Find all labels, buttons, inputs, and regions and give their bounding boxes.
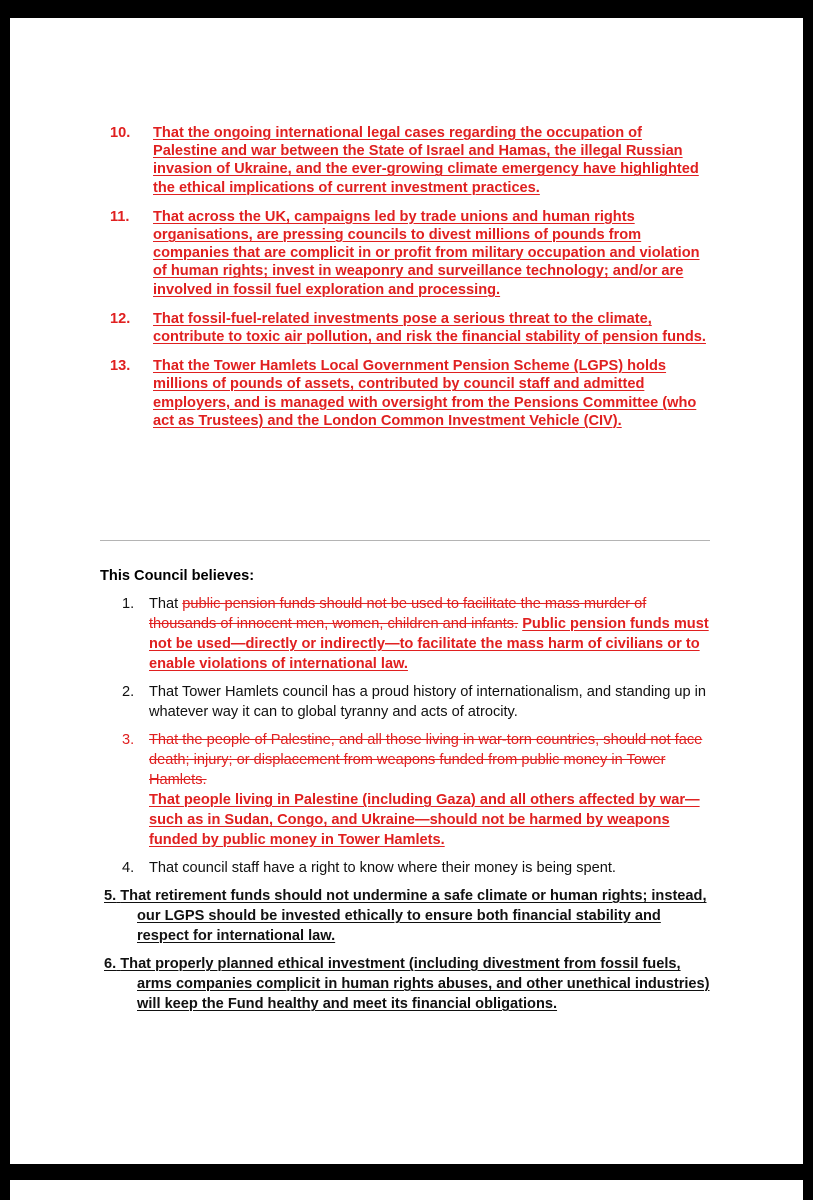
- clause-number: 13.: [110, 358, 131, 375]
- clause-13: [110, 357, 710, 430]
- clause-text: That fossil-fuel-related investments pose a serious threat to the climate, contribute to toxic air pollution, and risk the financial stability of pension funds.: [153, 310, 706, 346]
- deleted-text: public pension funds should not be used to facilitate the mass murder of thousands of innocent men, women, children and infants.: [149, 596, 647, 632]
- next-page-edge: [10, 1180, 803, 1200]
- section-heading: This Council believes:: [100, 568, 255, 584]
- clause-12: [110, 310, 710, 346]
- belief-6: [104, 954, 716, 1014]
- beliefs-list: [104, 594, 716, 1022]
- belief-number: 3.: [122, 732, 135, 748]
- belief-lead: That: [149, 596, 179, 612]
- clause-10: [110, 124, 710, 197]
- belief-2: [116, 682, 716, 722]
- belief-number: 2.: [122, 684, 135, 700]
- clause-text: That the Tower Hamlets Local Government Pension Scheme (LGPS) holds millions of pounds of assets, contributed by council staff and admitted employers, and is managed with oversight from the Pensions Committee (who act as Trustees) and the London Common Investment Vehicle (CIV).: [153, 358, 697, 429]
- belief-number: 1.: [122, 596, 135, 612]
- inserted-text: Public pension funds must not be used—directly or indirectly—to facilitate the mass harm of civilians or to enable violations of international law.: [149, 616, 709, 672]
- inserted-text: That people living in Palestine (including Gaza) and all others affected by war—such as in Sudan, Congo, and Ukraine—should not be harmed by weapons funded by public money in Tower Hamlets.: [149, 792, 700, 848]
- clause-11: [110, 208, 710, 299]
- belief-text: That retirement funds should not undermine a safe climate or human rights; instead, our LGPS should be invested ethically to ensure both financial stability and respect for international law.: [120, 888, 707, 944]
- belief-number: 6.: [104, 956, 117, 972]
- section-divider: [100, 540, 710, 541]
- inserted-clauses-list: [110, 124, 710, 441]
- belief-number: 5.: [104, 888, 117, 904]
- belief-text: That council staff have a right to know where their money is being spent.: [149, 860, 616, 876]
- clause-number: 12.: [110, 310, 131, 327]
- belief-1: [116, 594, 716, 674]
- belief-4: [116, 858, 716, 878]
- belief-text: That properly planned ethical investment (including divestment from fossil fuels, arms companies complicit in human rights abuses, and other unethical industries) will keep the Fund healthy and meet its financial obligations.: [120, 956, 710, 1012]
- clause-number: 10.: [110, 125, 131, 141]
- clause-text: That across the UK, campaigns led by trade unions and human rights organisations, are pressing councils to divest millions of pounds from companies that are complicit in or profit from military occupation and violation of human rights; invest in weaponry and surveillance technology; and/or are involved in fossil fuel exploration and processing.: [153, 208, 700, 298]
- deleted-text: That the people of Palestine, and all those living in war-torn countries, should not face death; injury; or displacement from weapons funded from public money in Tower Hamlets.: [149, 732, 703, 788]
- belief-5: [104, 886, 716, 946]
- clause-number: 11.: [110, 208, 130, 225]
- clause-text: That the ongoing international legal cases regarding the occupation of Palestine and war between the State of Israel and Hamas, the illegal Russian invasion of Ukraine, and the ever-growing climate emergency have highlighted the ethical implications of current investment practices.: [153, 125, 699, 196]
- belief-3: [116, 730, 716, 850]
- belief-text: That Tower Hamlets council has a proud history of internationalism, and standing up in whatever way it can to global tyranny and acts of atrocity.: [149, 684, 707, 720]
- belief-number: 4.: [122, 860, 135, 876]
